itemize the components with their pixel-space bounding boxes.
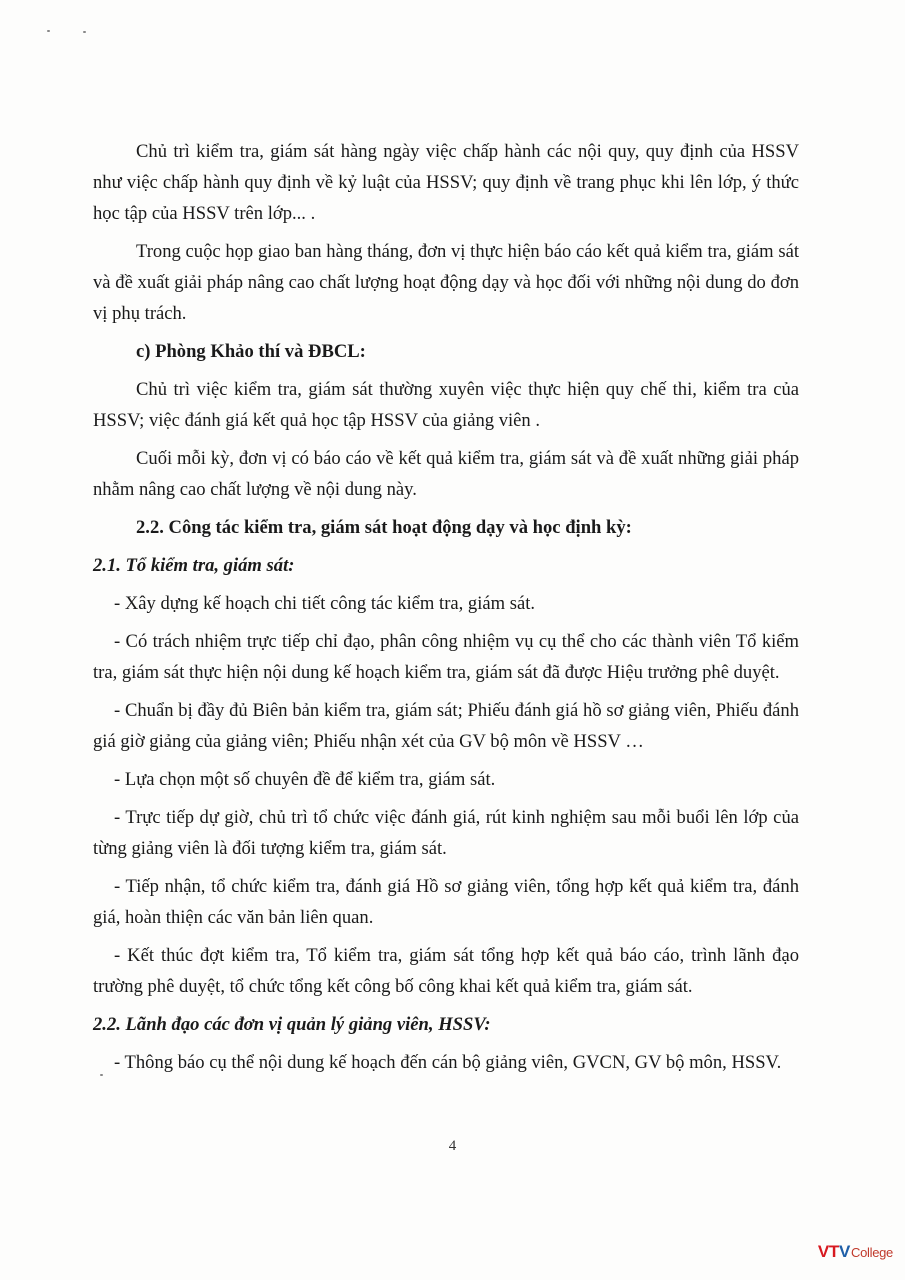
logo-letter: V: [817, 1242, 829, 1261]
list-item: - Có trách nhiệm trực tiếp chỉ đạo, phân công nhiệm vụ cụ thể cho các thành viên Tổ kiểm tra, giám sát thực hiện nội dung kế hoạch kiểm tra, giám sát đã được Hiệu trưởng phê duyệt.: [93, 631, 799, 683]
list-item: - Chuẩn bị đầy đủ Biên bản kiểm tra, giám sát; Phiếu đánh giá hồ sơ giảng viên, Phiếu đánh giá giờ giảng của giảng viên; Phiếu nhận xét của GV bộ môn về HSSV …: [93, 700, 799, 752]
document-body: [93, 136, 799, 1085]
page-number: 4: [448, 1138, 457, 1154]
logo-text: College: [851, 1245, 893, 1260]
list-item: - Xây dựng kế hoạch chi tiết công tác kiểm tra, giám sát.: [114, 593, 536, 614]
list-item: - Kết thúc đợt kiểm tra, Tổ kiểm tra, giám sát tổng hợp kết quả báo cáo, trình lãnh đạo trường phê duyệt, tổ chức tổng kết công bố công khai kết quả kiểm tra, giám sát.: [93, 945, 799, 997]
paragraph: Cuối mỗi kỳ, đơn vị có báo cáo về kết quả kiểm tra, giám sát và đề xuất những giải pháp nhằm nâng cao chất lượng về nội dung này.: [93, 448, 799, 500]
watermark-logo: [818, 1242, 893, 1262]
subsection-heading: 2.1. Tổ kiểm tra, giám sát:: [93, 555, 295, 576]
logo-letter: V: [838, 1242, 850, 1261]
list-item: - Thông báo cụ thể nội dung kế hoạch đến cán bộ giảng viên, GVCN, GV bộ môn, HSSV.: [114, 1052, 782, 1073]
section-heading: 2.2. Công tác kiểm tra, giám sát hoạt động dạy và học định kỳ:: [136, 517, 632, 538]
logo-letter: T: [828, 1242, 839, 1261]
list-item: - Tiếp nhận, tổ chức kiểm tra, đánh giá Hồ sơ giảng viên, tổng hợp kết quả kiểm tra, đánh giá, hoàn thiện các văn bản liên quan.: [93, 876, 799, 928]
scan-speck: [83, 31, 86, 33]
list-item: - Lựa chọn một số chuyên đề để kiểm tra, giám sát.: [114, 769, 496, 790]
section-heading: c) Phòng Khảo thí và ĐBCL:: [136, 341, 366, 362]
list-item: - Trực tiếp dự giờ, chủ trì tổ chức việc đánh giá, rút kinh nghiệm sau mỗi buổi lên lớp của từng giảng viên là đối tượng kiểm tra, giám sát.: [93, 807, 799, 859]
scan-speck: [47, 30, 50, 32]
paragraph: Chủ trì kiểm tra, giám sát hàng ngày việc chấp hành các nội quy, quy định của HSSV như việc chấp hành quy định về kỷ luật của HSSV; quy định về trang phục khi lên lớp, ý thức học tập của HSSV trên lớp... .: [93, 141, 799, 224]
paragraph: Trong cuộc họp giao ban hàng tháng, đơn vị thực hiện báo cáo kết quả kiểm tra, giám sát và đề xuất giải pháp nâng cao chất lượng hoạt động dạy và học đối với những nội dung do đơn vị phụ trách.: [93, 241, 799, 324]
paragraph: Chủ trì việc kiểm tra, giám sát thường xuyên việc thực hiện quy chế thi, kiểm tra của HSSV; việc đánh giá kết quả học tập HSSV của giảng viên .: [93, 379, 799, 431]
subsection-heading: 2.2. Lãnh đạo các đơn vị quản lý giảng viên, HSSV:: [93, 1014, 491, 1035]
